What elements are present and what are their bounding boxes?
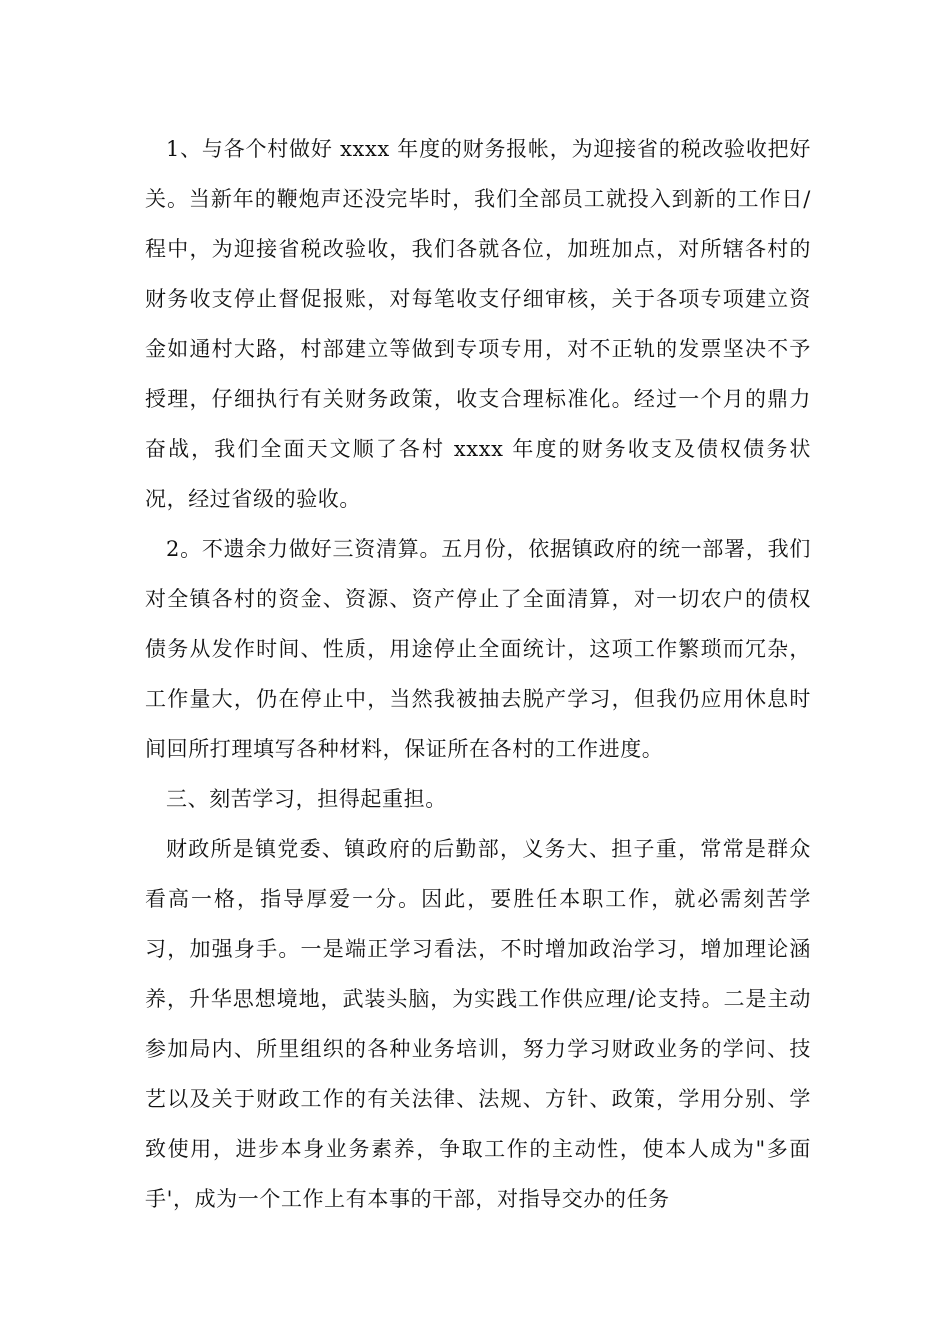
paragraph-1: 1、与各个村做好 xxxx 年度的财务报帐，为迎接省的税改验收把好关。当新年的鞭炮声还没完毕时，我们全部员工就投入到新的工作日/程中，为迎接省税改验收，我们各就各位，加班加点，对所辖各村的财务收支停止督促报账，对每笔收支仔细审核，关于各项专项建立资金如通村大路，村部建立等做到专项专用，对不正轨的发票坚决不予授理，仔细执行有关财务政策，收支合理标准化。经过一个月的鼎力奋战，我们全面天文顺了各村 xxxx 年度的财务收支及债权债务状况，经过省级的验收。 [145,137,811,511]
paragraph-2: 2。不遗余力做好三资清算。五月份，依据镇政府的统一部署，我们对全镇各村的资金、资源、资产停止了全面清算，对一切农户的债权债务从发作时间、性质，用途停止全面统计，这项工作繁琐而冗杂，工作量大，仍在停止中，当然我被抽去脱产学习，但我仍应用休息时间回所打理填写各种材料，保证所在各村的工作进度。 [145,537,811,761]
section-heading-3: 三、刻苦学习，担得起重担。 [166,787,447,811]
document-body [145,124,811,1224]
paragraph-4: 财政所是镇党委、镇政府的后勤部，义务大、担子重，常常是群众看高一格，指导厚爱一分。因此，要胜任本职工作，就必需刻苦学习，加强身手。一是端正学习看法，不时增加政治学习，增加理论涵养，升华思想境地，武装头脑，为实践工作供应理/论支持。二是主动参加局内、所里组织的各种业务培训，努力学习财政业务的学问、技艺以及关于财政工作的有关法律、法规、方针、政策，学用分别、学致使用，进步本身业务素养，争取工作的主动性，使本人成为"多面手'，成为一个工作上有本事的干部，对指导交办的任务 [145,837,811,1211]
